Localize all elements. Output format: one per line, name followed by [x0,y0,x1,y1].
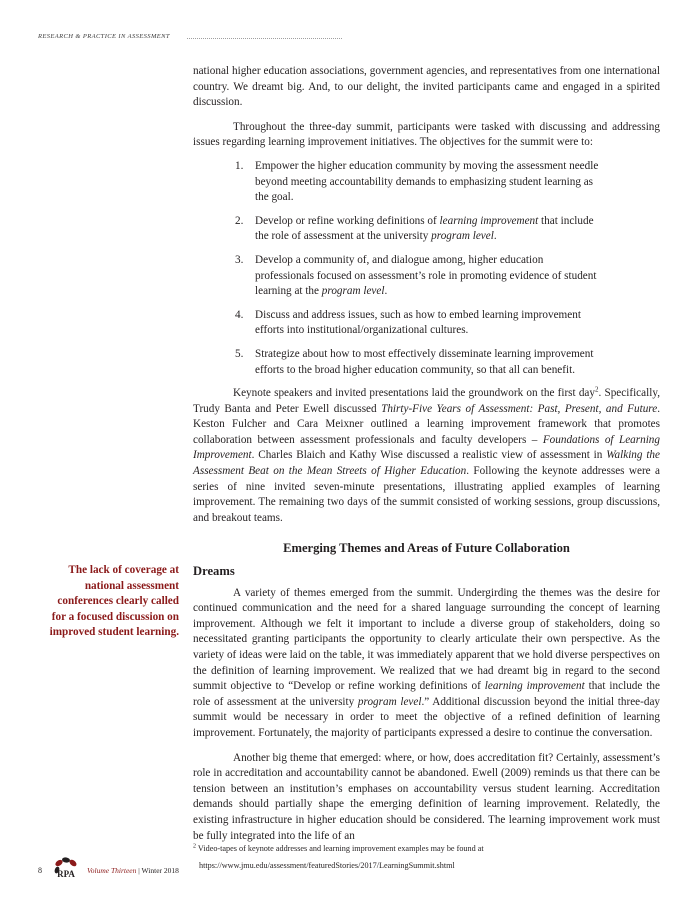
objective-item: 3. Develop a community of, and dialogue among, higher education professionals focused on assessment’s role in promoting evidence of student learning at the program level. [235,253,597,298]
footnote-link[interactable]: https://www.jmu.edu/assessment/featuredStories/2017/LearningSummit.shtml [199,861,455,870]
running-head: RESEARCH & PRACTICE IN ASSESSMENT [38,33,170,40]
running-head-rule [187,38,342,39]
objective-item: 4. Discuss and address issues, such as how to embed learning improvement efforts into institutional/organizational cultures. [235,308,581,337]
page-footer [38,855,238,877]
objective-item: 1. Empower the higher education community by moving the assessment needle beyond meeting accountability demands to emphasizing student learning as the goal. [235,159,599,204]
objective-item: 5. Strategize about how to most effectively disseminate learning improvement efforts to the broad higher education community, so that all can benefit. [235,347,594,376]
objectives-list [235,159,601,378]
issue-info: Volume Thirteen | Winter 2018 [87,866,179,875]
page-number: 8 [38,866,42,875]
footnote [193,840,663,874]
rpa-logo-icon [50,855,84,881]
paragraph-keynotes: Keynote speakers and invited presentations laid the groundwork on the first day$^2$. Specifically, Trudy Banta and Peter Ewell discussed Thirty-Five Years of Assessment: Past, Present, and Future. Keston Fulcher and Cara Meixner outlined a learning improvement framework that promotes collaboration between assessment professionals and faculty developers – Foundations of Learning Improvement. Charles Blaich and Kathy Wise discussed a realistic view of assessment in Walking the Assessment Beat on the Mean Streets of Higher Education. Following the keynote addresses were a series of nine invited seven-minute presentations, illustrating applied examples of learning improvement. The remaining two days of the summit consisted of working sessions, group discussions, and breakout teams. [193,385,660,524]
paragraph-dreams: A variety of themes emerged from the summit. Undergirding the themes was the desire for continued communication and the need for a shared language surrounding the concept of learning improvement. Although we felt it important to include a diverse group of stakeholders, doing so necessitated granting participants the opportunity to clearly articulate their own perspective. As the variety of ideas were laid on the table, it was immediately apparent that we hold diverse perspectives on the definition of learning improvement. We realized that we had dreamt big in regard to the second summit objective to “Develop or refine working definitions of learning improvement that include the role of assessment at the university program level.” Additional discussion beyond the initial three-day summit would be necessary in order to meet the objective of a refined definition of learning improvement. Fortunately, the majority of participants expressed a desire to continue the conversation. [193,586,661,739]
objective-item: 2. Develop or refine working definitions of learning improvement that include the role of assessment at the university program level. [235,214,594,243]
footnote-marker: 2 [595,385,599,394]
main-column [193,64,660,844]
pull-quote: The lack of coverage at national assessment conferences clearly called for a focused discussion on improved student learning. [49,564,179,639]
footnote-text: $^2$ Video-tapes of keynote addresses and learning improvement examples may be found at [193,843,484,853]
section-heading: Emerging Themes and Areas of Future Collaboration [283,541,570,556]
paragraph-intro-continued: national higher education associations, government agencies, and representatives from one international country. We dreamt big. And, to our delight, the invited participants came and engaged in a spirited discussion. [193,65,660,109]
svg-text:RPA: RPA [57,869,75,879]
paragraph-summit-objectives: Throughout the three-day summit, participants were tasked with discussing and addressing issues regarding learning improvement initiatives. The objectives for the summit were to: [193,120,660,149]
paragraph-accreditation: Another big theme that emerged: where, or how, does accreditation fit? Certainly, assessment’s role in accreditation and accountability cannot be abandoned. Ewell (2009) reminds us that there can be tension between an institution’s emphases on accountability versus student learning. Accreditation demands should partially shape the emerging definition of learning improvement. Relatedly, the existing infrastructure in higher education should be considered. The learning improvement work must be fully integrated into the life of an [193,751,660,842]
subsection-heading: Dreams [193,564,235,579]
